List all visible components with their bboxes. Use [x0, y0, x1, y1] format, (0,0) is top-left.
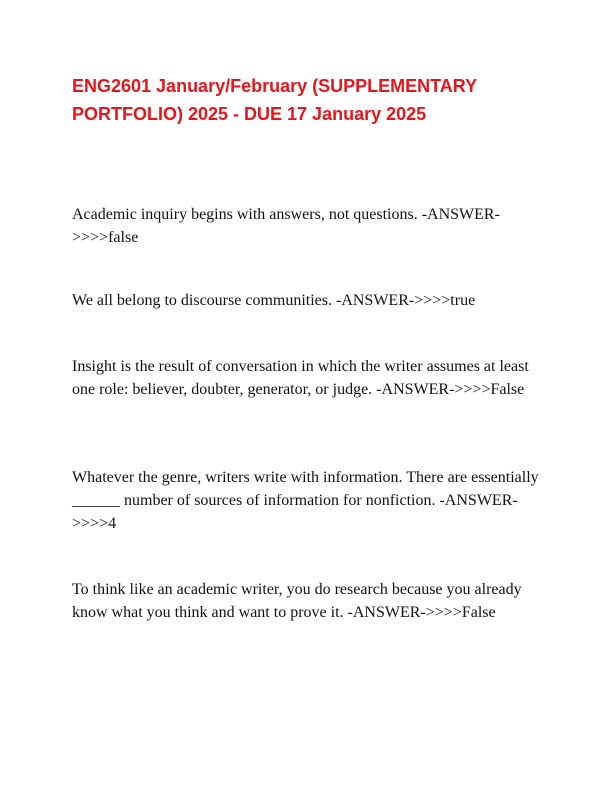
qa-item: To think like an academic writer, you do research because you already know what you think and want to prove it. -ANSWER->>>>False	[72, 581, 522, 621]
document-title: ENG2601 January/February (SUPPLEMENTARY PORTFOLIO) 2025 - DUE 17 January 2025	[72, 76, 477, 124]
qa-item: We all belong to discourse communities. -ANSWER->>>>true	[72, 292, 476, 309]
qa-item: Insight is the result of conversation in which the writer assumes at least one role: believer, doubter, generator, or judge. -ANSWER->>>>False	[72, 358, 529, 398]
qa-item: Whatever the genre, writers write with information. There are essentially ______ number of sources of information for nonfiction. -ANSWER->>>>4	[72, 469, 539, 532]
qa-item: Academic inquiry begins with answers, not questions. -ANSWER->>>>false	[72, 206, 500, 246]
